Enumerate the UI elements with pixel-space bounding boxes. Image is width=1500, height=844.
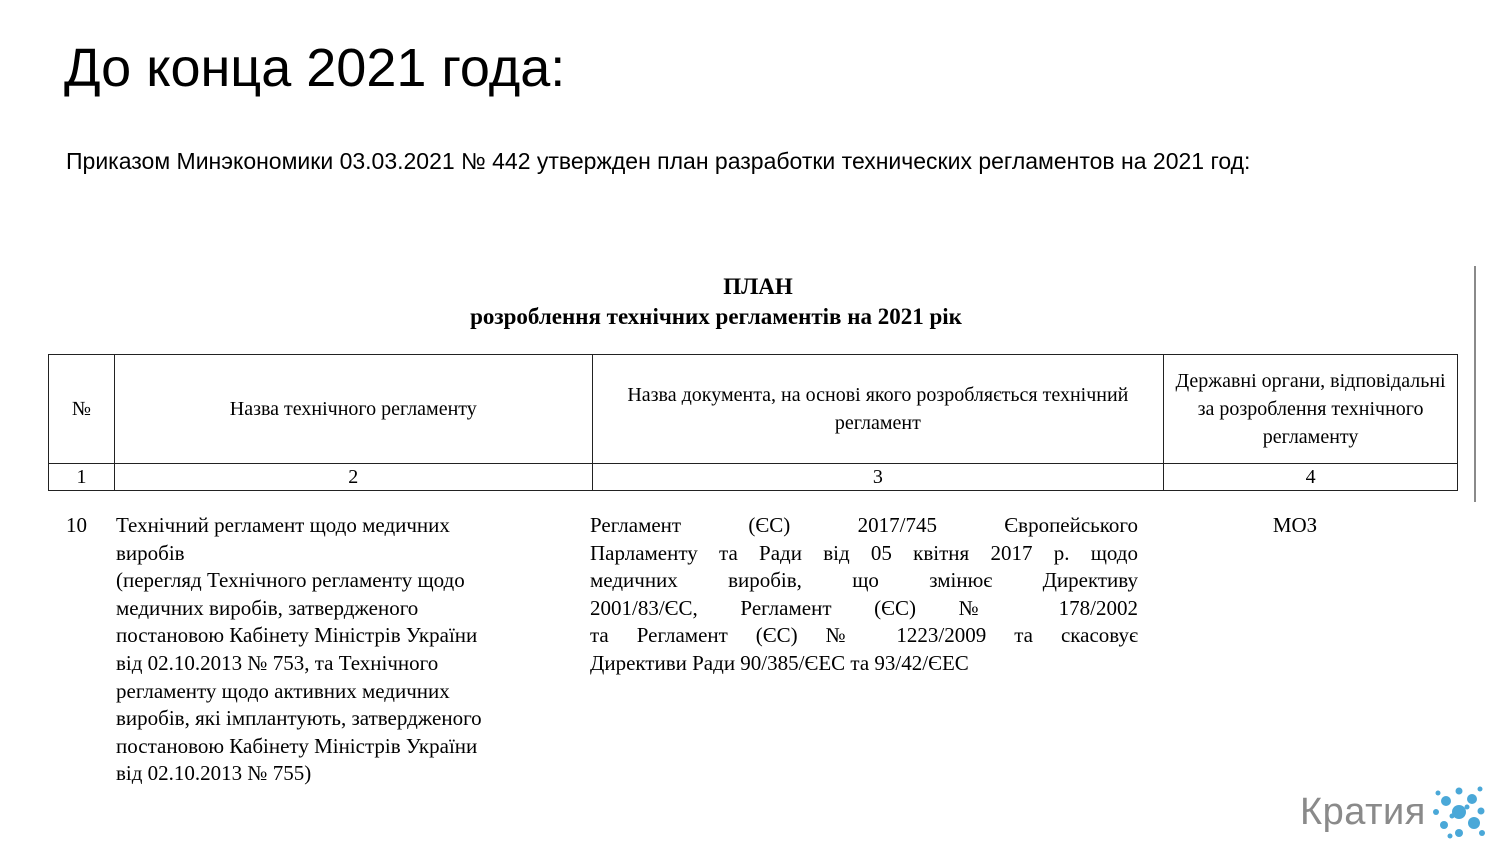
- logo-dot: [1464, 805, 1469, 810]
- entry-basis-line: Регламент (ЄС) 2017/745 Європейського: [590, 513, 1138, 537]
- entry-name-line: виробів, які імплантують, затвердженого: [116, 706, 482, 731]
- header-number: №: [49, 355, 115, 464]
- entry-name-line: Технічний регламент щодо медичних: [116, 513, 450, 537]
- entry-number: 10: [66, 513, 87, 537]
- table-header-row: [49, 355, 1458, 464]
- logo-dot: [1468, 817, 1480, 829]
- table-column-number-row: [49, 464, 1458, 491]
- plan-subheading: розроблення технічних регламентів на 2021 рік: [470, 304, 962, 329]
- brand-name: Кратия: [1300, 790, 1426, 833]
- header-basis-document: Назва документа, на основі якого розробляється технічний регламент: [592, 355, 1164, 464]
- logo-dot: [1477, 808, 1484, 815]
- slide-intro-text: Приказом Минэкономики 03.03.2021 № 442 утвержден план разработки технических регламентов на 2021 год:: [66, 148, 1251, 174]
- plan-heading: ПЛАН: [723, 274, 793, 299]
- logo-dot: [1467, 794, 1477, 804]
- entry-name-line: (перегляд Технічного регламенту щодо: [116, 568, 465, 593]
- logo-dot: [1435, 791, 1440, 796]
- logo-dot: [1433, 809, 1439, 815]
- column-number: 2: [114, 464, 592, 491]
- header-responsible-bodies: Державні органи, відповідальні за розроблення технічного регламенту: [1164, 355, 1458, 464]
- entry-name-line: постановою Кабінету Міністрів України: [116, 623, 478, 648]
- logo-dot: [1455, 829, 1463, 837]
- scanned-document: [40, 262, 1476, 802]
- header-regulation-name: Назва технічного регламенту: [114, 355, 592, 464]
- logo-dot: [1447, 834, 1452, 839]
- logo-dot: [1455, 788, 1462, 795]
- scan-edge-line: [1474, 266, 1476, 502]
- entry-name-line: медичних виробів, затвердженого: [116, 595, 419, 620]
- entry-name-line: від 02.10.2013 № 755): [116, 761, 312, 786]
- entry-regulation-name: [116, 512, 556, 788]
- brand-logo: [1300, 782, 1488, 842]
- entry-name-line: від 02.10.2013 № 753, та Технічного: [116, 650, 439, 675]
- entry-name-line: регламенту щодо активних медичних: [116, 678, 450, 703]
- column-number: 3: [592, 464, 1164, 491]
- logo-dot: [1440, 821, 1448, 829]
- entry-basis-line: Директиви Ради 90/385/ЄЕС та 93/42/ЄЕС: [590, 650, 969, 675]
- entry-basis-line: 2001/83/ЄС, Регламент (ЄС) № 178/2002: [590, 595, 1138, 620]
- plan-table: [48, 354, 1458, 491]
- slide-title: До конца 2021 года:: [64, 38, 566, 98]
- entry-name-line: постановою Кабінету Міністрів України: [116, 733, 478, 758]
- entry-responsible-body: МОЗ: [1272, 513, 1318, 537]
- entry-basis-line: та Регламент (ЄС) № 1223/2009 та скасовує: [590, 623, 1138, 648]
- column-number: 4: [1164, 464, 1458, 491]
- logo-dot: [1479, 830, 1485, 836]
- column-number: 1: [49, 464, 115, 491]
- molecule-dots-icon: [1430, 783, 1488, 841]
- logo-dot: [1449, 814, 1454, 819]
- logo-dot: [1441, 796, 1451, 806]
- entry-basis-line: медичних виробів, що змінює Директиву: [590, 568, 1138, 593]
- entry-basis-document: [590, 512, 1138, 678]
- entry-name-line: виробів: [116, 540, 185, 565]
- logo-dot: [1477, 787, 1482, 792]
- entry-basis-line: Парламенту та Ради від 05 квітня 2017 р. щодо: [590, 540, 1138, 565]
